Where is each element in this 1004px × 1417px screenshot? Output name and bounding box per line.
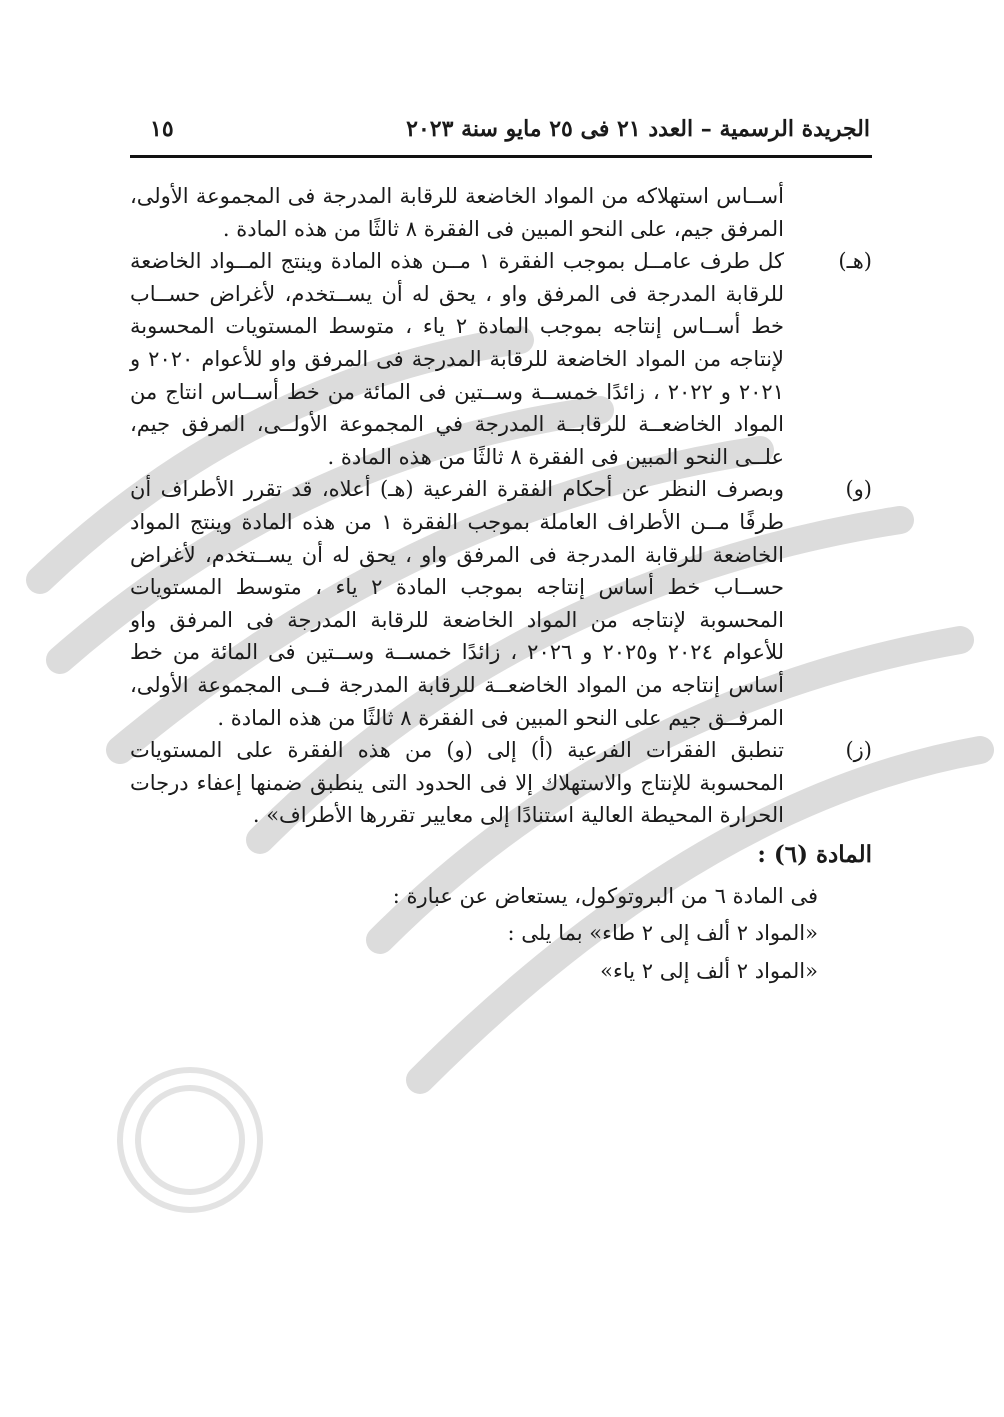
amendment-old-text: «المواد ٢ ألف إلى ٢ طاء» بما يلى : [507, 921, 818, 946]
continuation-paragraph: أســاس استهلاكه من المواد الخاضعة للرقابة المدرجة فى المجموعة الأولى، المرفق جيم، على النحو المبين فى الفقرة ٨ ثالثًا من هذه المادة . [130, 184, 784, 241]
subparagraph-text: كل طرف عامــل بموجب الفقرة ١ مــن هذه المادة وينتج المــواد الخاضعة للرقابة المدرجة فى المرفق واو ، يحق له أن يســتخدم، لأغراض حســاب خط أســاس إنتاجه بموجب المادة ٢ ياء ، متوسط المستويات المحسوبة لإنتاجه من المواد الخاضعة للرقابة المدرجة فى المرفق واو للأعوام ٢٠٢٠ و ٢٠٢١ و ٢٠٢٢ ، زائدًا خمســة وســتين فى المائة من خط أســاس انتاج من المواد الخاضعــة للرقابــة المدرجة في المجموعة الأولــى، المرفق جيم، علــى النحو المبين فى الفقرة ٨ ثالثًا من هذه المادة . [130, 249, 785, 469]
subparagraph-marker: (و) [845, 477, 872, 502]
page-number: ١٥ [150, 116, 174, 142]
amendment-intro: فى المادة ٦ من البروتوكول، يستعاض عن عبارة : [392, 883, 818, 908]
subparagraph-text: تنطبق الفقرات الفرعية (أ) إلى (و) من هذه الفقرة على المستويات المحسوبة للإنتاج والاستهلاك إلا فى الحدود التى ينطبق ضمنها إعفاء درجات الحرارة المحيطة العالية استنادًا إلى معايير تقررها الأطراف» . [130, 738, 784, 828]
subparagraph-he [130, 245, 872, 473]
gazette-title: الجريدة الرسمية – العدد ٢١ فى ٢٥ مايو سنة ٢٠٢٣ [406, 116, 870, 142]
subparagraph-zay [130, 734, 872, 832]
amendment-new-text: «المواد ٢ ألف إلى ٢ ياء» [600, 959, 818, 984]
subparagraph-text: وبصرف النظر عن أحكام الفقرة الفرعية (هـ) أعلاه، قد تقرر الأطراف أن طرفًا مــن الأطراف العاملة بموجب الفقرة ١ من هذه المادة وينتج المواد الخاضعة للرقابة المدرجة فى المرفق واو ، يحق له أن يســتخدم، لأغراض حســاب خط أساس إنتاجه بموجب المادة ٢ ياء ، متوسط المستويات المحسوبة لإنتاجه من المواد الخاضعة للرقابة المدرجة فى المرفق واو للأعوام ٢٠٢٤ و٢٠٢٥ و ٢٠٢٦ ، زائدًا خمســة وســتين فى المائة من خط أساس إنتاجه من المواد الخاضعــة للرقابة المدرجة فــى المجموعة الأولى، المرفــق جيم على النحو المبين فى الفقرة ٨ ثالثًا من هذه المادة . [130, 477, 785, 730]
subparagraph-marker: (هـ) [838, 249, 872, 274]
subparagraph-marker: (ز) [845, 738, 872, 763]
subparagraph-waw [130, 473, 872, 734]
header-divider [130, 155, 872, 158]
article-heading: المادة (٦) : [757, 840, 872, 868]
page-header [130, 112, 870, 152]
document-body [130, 180, 872, 988]
